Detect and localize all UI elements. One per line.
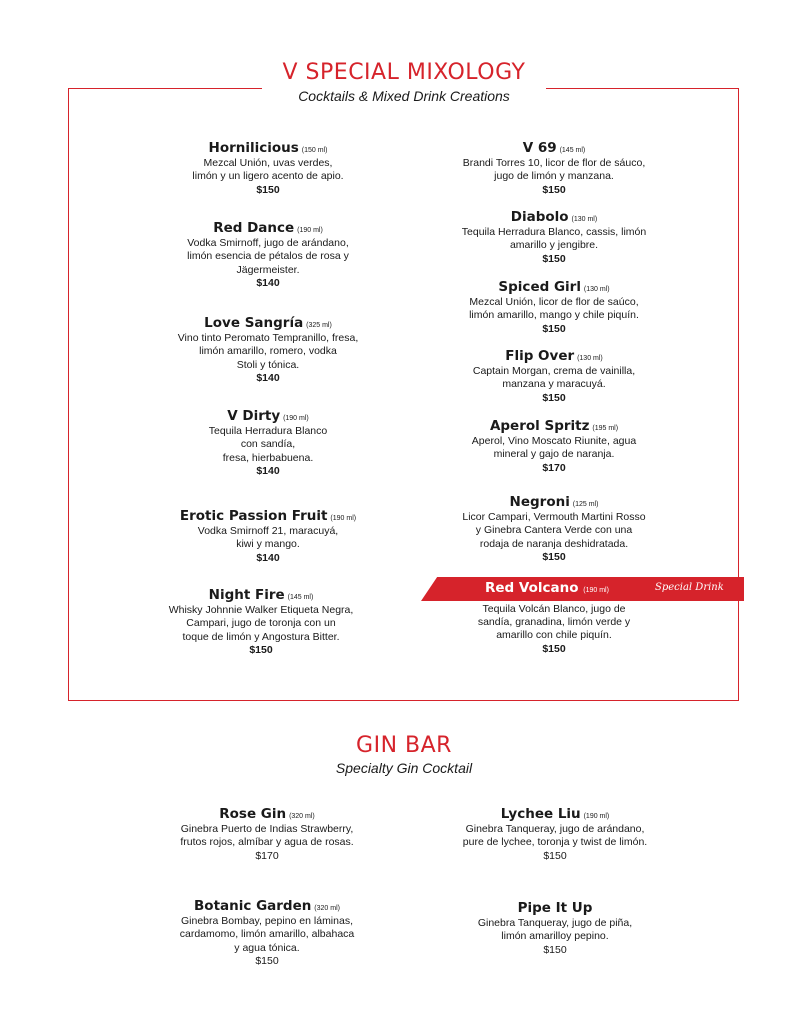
item-size: (190 ml) xyxy=(583,813,610,820)
item-description: Mezcal Unión, licor de flor de saúco, limón amarillo, mango y chile piquín. xyxy=(469,296,639,322)
item-name: Love Sangría xyxy=(204,315,304,331)
item-name: Flip Over xyxy=(505,348,575,364)
item-name: Botanic Garden xyxy=(194,898,312,914)
item-name: Erotic Passion Fruit xyxy=(179,508,328,524)
item-size: (150 ml) xyxy=(301,147,328,154)
item-price: $150 xyxy=(542,642,566,655)
special-drink-title xyxy=(485,580,609,596)
item-price: $140 xyxy=(256,551,280,564)
item-size: (190 ml) xyxy=(583,587,609,594)
item-description: Vodka Smirnoff, jugo de arándano, limón esencia de pétalos de rosa y Jägermeister. xyxy=(187,237,349,276)
item-name: Hornilicious xyxy=(208,140,299,156)
menu-item xyxy=(424,279,684,336)
item-description: Vodka Smirnoff 21, maracuyá, kiwi y mango. xyxy=(197,525,339,551)
menu-item xyxy=(138,408,398,478)
item-description: Vino tinto Peromato Tempranillo, fresa, limón amarillo, romero, vodka Stoli y tónica. xyxy=(177,332,359,371)
item-size: (320 ml) xyxy=(289,813,315,820)
item-name: V Dirty xyxy=(227,408,281,424)
item-description: Brandi Torres 10, licor de flor de sáuco, jugo de limón y manzana. xyxy=(462,157,646,183)
item-description: Aperol, Vino Moscato Riunite, agua mineral y gajo de naranja. xyxy=(471,435,637,461)
item-description: Ginebra Bombay, pepino en láminas, cardamomo, limón amarillo, albahaca y agua tónica. xyxy=(179,915,355,954)
menu-item-special xyxy=(424,603,684,656)
item-description: Tequila Herradura Blanco con sandía, fresa, hierbabuena. xyxy=(208,425,328,464)
menu-item xyxy=(123,587,399,657)
menu-item xyxy=(126,508,410,565)
item-price: $150 xyxy=(255,954,279,967)
item-price: $150 xyxy=(256,183,280,196)
item-name: V 69 xyxy=(522,140,557,156)
item-price: $140 xyxy=(256,371,280,384)
menu-item xyxy=(138,140,398,197)
item-size: (190 ml) xyxy=(297,227,323,234)
item-price: $150 xyxy=(543,849,567,862)
item-price: $150 xyxy=(542,550,566,563)
item-price: $150 xyxy=(542,252,566,265)
item-size: (130 ml) xyxy=(571,216,598,223)
item-name: Rose Gin xyxy=(219,806,287,822)
item-description: Ginebra Puerto de Indias Strawberry, frutos rojos, almíbar y agua de rosas. xyxy=(180,823,354,849)
item-description: Mezcal Unión, uvas verdes, limón y un ligero acento de apio. xyxy=(192,157,344,183)
item-size: (125 ml) xyxy=(572,501,599,508)
item-size: (145 ml) xyxy=(287,594,314,601)
item-size: (190 ml) xyxy=(283,415,309,422)
item-description: Captain Morgan, crema de vainilla, manzana y maracuyá. xyxy=(472,365,636,391)
menu-item xyxy=(412,806,698,863)
item-price: $150 xyxy=(542,183,566,196)
special-drink-tag: Special Drink xyxy=(655,582,724,593)
item-price: $140 xyxy=(256,464,280,477)
menu-item xyxy=(424,348,684,405)
menu-item xyxy=(424,140,684,197)
gin-bar-subtitle: Specialty Gin Cocktail xyxy=(335,760,473,776)
item-price: $170 xyxy=(255,849,279,862)
menu-item xyxy=(138,220,398,290)
item-price: $150 xyxy=(542,322,566,335)
item-price: $170 xyxy=(542,461,566,474)
item-description: Tequila Herradura Blanco, cassis, limón amarillo y jengibre. xyxy=(461,226,647,252)
mixology-title: V SPECIAL MIXOLOGY xyxy=(282,60,526,85)
item-price: $150 xyxy=(543,943,567,956)
item-description: Licor Campari, Vermouth Martini Rosso y Ginebra Cantera Verde con una rodaja de naranja deshidratada. xyxy=(462,511,646,550)
item-size: (320 ml) xyxy=(314,905,340,912)
gin-bar-title: GIN BAR xyxy=(356,733,452,758)
item-size: (195 ml) xyxy=(592,425,619,432)
item-name: Red Volcano xyxy=(485,580,579,596)
item-size: (325 ml) xyxy=(306,322,332,329)
item-description: Whisky Johnnie Walker Etiqueta Negra, Campari, jugo de toronja con un toque de limón y Angostura Bitter. xyxy=(168,604,354,643)
item-name: Spiced Girl xyxy=(498,279,581,295)
menu-item xyxy=(138,315,398,385)
item-name: Night Fire xyxy=(208,587,285,603)
item-description: Ginebra Tanqueray, jugo de arándano, pure de lychee, toronja y twist de limón. xyxy=(462,823,648,849)
item-name: Diabolo xyxy=(510,209,569,225)
item-name: Aperol Spritz xyxy=(489,418,590,434)
item-description: Tequila Volcán Blanco, jugo de sandía, granadina, limón verde y amarillo con chile piquín. xyxy=(477,603,631,642)
menu-item xyxy=(124,898,410,968)
menu-item xyxy=(424,418,684,475)
menu-item xyxy=(124,806,410,863)
mixology-subtitle: Cocktails & Mixed Drink Creations xyxy=(298,88,510,104)
item-size: (190 ml) xyxy=(330,515,357,522)
item-description: Ginebra Tanqueray, jugo de piña, limón amarilloy pepino. xyxy=(477,917,633,943)
item-name: Lychee Liu xyxy=(500,806,581,822)
menu-item xyxy=(424,209,684,266)
item-size: (130 ml) xyxy=(577,355,603,362)
item-size: (130 ml) xyxy=(583,286,610,293)
item-size: (145 ml) xyxy=(559,147,586,154)
item-price: $150 xyxy=(542,391,566,404)
item-price: $150 xyxy=(249,643,273,656)
menu-item xyxy=(418,494,690,564)
item-price: $140 xyxy=(256,276,280,289)
item-name: Pipe It Up xyxy=(517,900,593,916)
menu-item xyxy=(412,900,698,957)
item-name: Negroni xyxy=(509,494,570,510)
item-name: Red Dance xyxy=(213,220,295,236)
